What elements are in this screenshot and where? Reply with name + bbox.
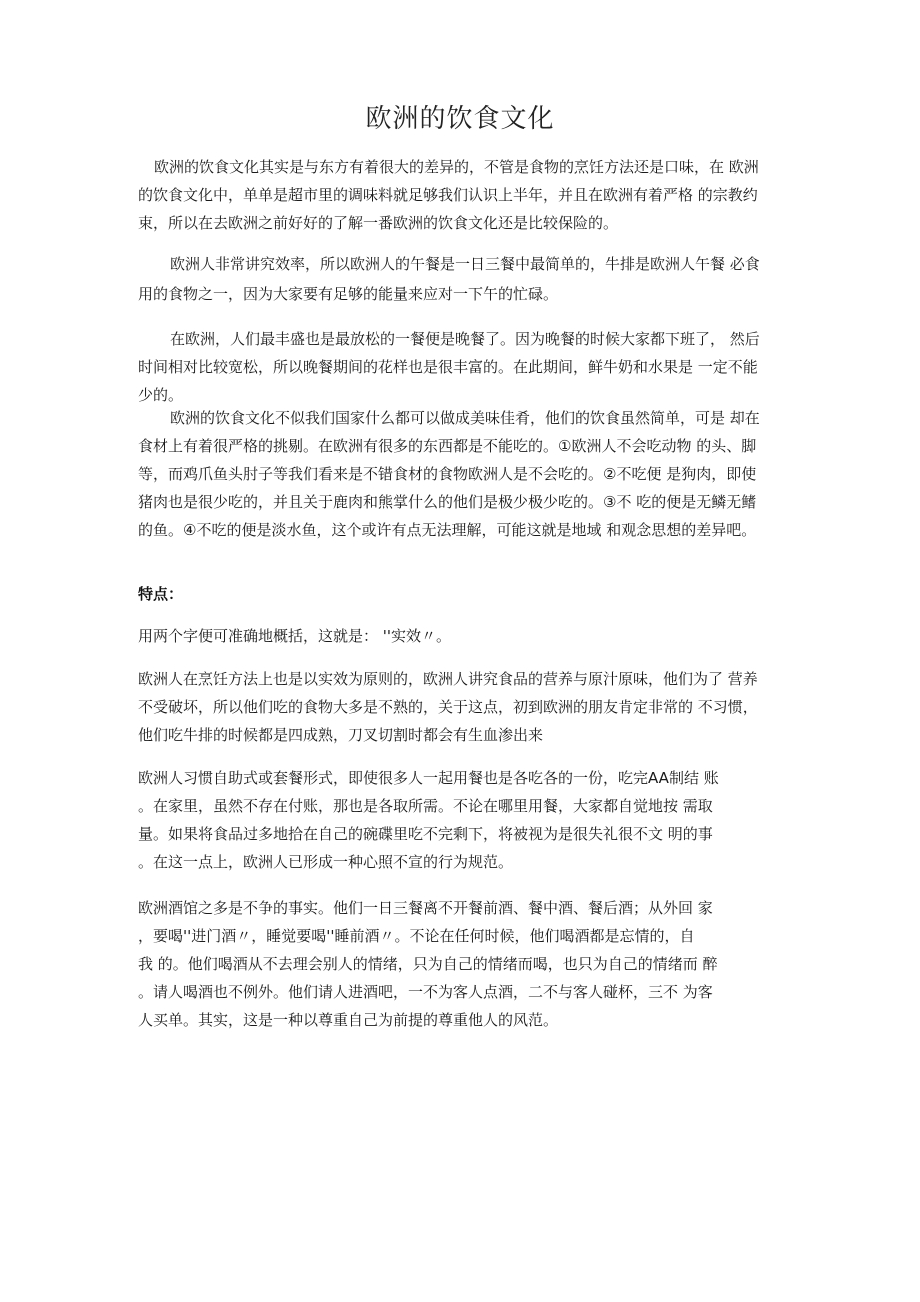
paragraph-summary: [138, 622, 784, 650]
text-line: 等，而鸡爪鱼头肘子等我们看来是不错食材的食物欧洲人是不会吃的。②不吃便 是狗肉，即使: [138, 465, 757, 483]
text-line: 欧洲酒馆之多是不争的事实。他们一日三餐离不开餐前酒、餐中酒、餐后酒；从外回 家: [138, 899, 713, 917]
text-line: 少的。: [138, 386, 184, 404]
text-line: 束，所以在去欧洲之前好好的了解一番欧洲的饮食文化还是比较保险的。: [138, 214, 619, 232]
text-line: 量。如果将食品过多地拾在自己的碗碟里吃不完剩下，将被视为是很失礼很不文 明的事: [138, 825, 713, 843]
text-line: 欧洲人在烹饪方法上也是以实效为原则的，欧洲人讲究食品的营养与原汁原味，他们为了 营养: [138, 670, 758, 688]
text-line: 欧洲人非常讲究效率，所以欧洲人的午餐是一日三餐中最简单的，牛排是欧洲人午餐 必食: [170, 255, 760, 273]
paragraph-cooking: [138, 665, 784, 749]
text-line: 欧洲的饮食文化其实是与东方有着很大的差异的，不管是食物的烹饪方法还是口味，在 欧洲: [154, 158, 759, 176]
text-line: 的饮食文化中，单单是超市里的调味料就足够我们认识上半年，并且在欧洲有着严格 的宗教约: [138, 186, 758, 204]
section-heading: 特点：: [138, 585, 184, 603]
text-line: 的鱼。④不吃的便是淡水鱼，这个或许有点无法理解，可能这就是地域 和观念思想的差异吧。: [138, 521, 757, 539]
paragraph-drinking: [138, 894, 784, 1034]
text-line: 。请人喝酒也不例外。他们请人进酒吧，一不为客人点酒，二不与客人碰杯，三不 为客: [138, 983, 713, 1001]
text-line: 欧洲人习惯自助式或套餐形式，即使很多人一起用餐也是各吃各的一份，吃完AA制结 账: [138, 769, 719, 787]
paragraph-restrictions: [138, 404, 784, 544]
text-line: ，要喝''进门酒〃，睡觉要喝''睡前酒〃。不论在任何时候，他们喝酒都是忘情的，自: [138, 927, 695, 945]
text-line: 猪肉也是很少吃的，并且关于鹿肉和熊掌什么的他们是极少极少吃的。③不 吃的便是无鳞无鳍: [138, 493, 757, 511]
text-line: 在欧洲，人们最丰盛也是最放松的一餐便是晚餐了。因为晚餐的时候大家都下班了， 然后: [170, 330, 760, 348]
text-line: 用两个字便可准确地概括，这就是： ''实效〃。: [138, 627, 452, 645]
document-title: 欧洲的饮食文化: [365, 104, 555, 134]
text-line: 时间相对比较宽松，所以晚餐期间的花样也是很丰富的。在此期间，鲜牛奶和水果是 一定不能: [138, 358, 758, 376]
paragraph-intro: [138, 153, 784, 237]
text-line: 人买单。其实，这是一种以尊重自己为前提的尊重他人的风范。: [138, 1011, 559, 1029]
text-line: 。在这一点上，欧洲人已形成一种心照不宣的行为规范。: [138, 853, 514, 871]
text-line: 食材上有着很严格的挑剔。在欧洲有很多的东西都是不能吃的。①欧洲人不会吃动物 的头、脚: [138, 437, 757, 455]
text-line: 用的食物之一，因为大家要有足够的能量来应对一下午的忙碌。: [138, 285, 559, 303]
paragraph-dining-style: [138, 764, 784, 876]
text-line: 我 的。他们喝酒从不去理会别人的情绪，只为自己的情绪而喝，也只为自己的情绪而 醉: [138, 955, 718, 973]
text-line: 他们吃牛排的时候都是四成熟，刀叉切割时都会有生血渗出来: [138, 726, 544, 744]
text-line: 欧洲的饮食文化不似我们国家什么都可以做成美味佳肴，他们的饮食虽然简单，可是 却在: [170, 409, 760, 427]
text-line: 。在家里，虽然不存在付账，那也是各取所需。不论在哪里用餐，大家都自觉地按 需取: [138, 797, 713, 815]
paragraph-dinner: [138, 325, 784, 409]
text-line: 不受破坏，所以他们吃的食物大多是不熟的，关于这点，初到欧洲的朋友肯定非常的 不习惯，: [138, 698, 758, 716]
paragraph-lunch: [138, 249, 784, 309]
